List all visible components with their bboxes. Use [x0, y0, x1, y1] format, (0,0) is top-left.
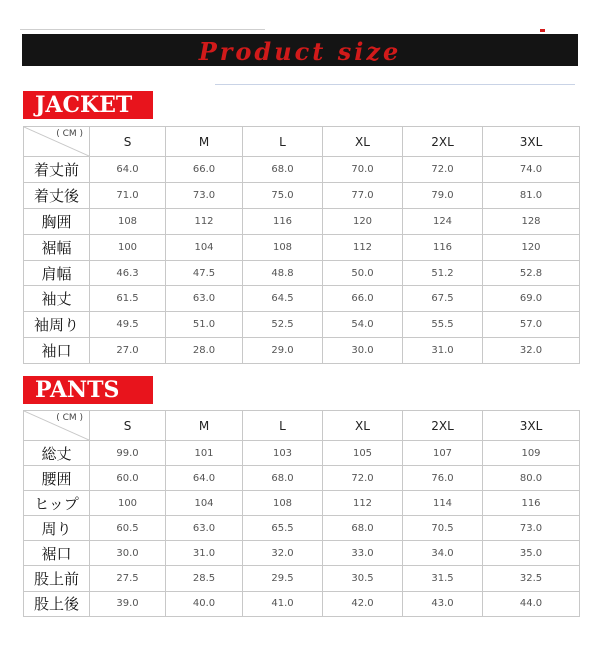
jacket-measurement-label: 着丈後: [24, 182, 90, 208]
pants-value-cell: 35.0: [483, 541, 580, 566]
table-row: [24, 157, 580, 183]
top-divider: [20, 29, 265, 30]
pants-value-cell: 60.5: [90, 516, 166, 541]
pants-value-cell: 64.0: [166, 466, 243, 491]
pants-value-cell: 40.0: [166, 591, 243, 616]
pants-size-table: [23, 410, 580, 617]
jacket-value-cell: 104: [166, 234, 243, 260]
jacket-value-cell: 124: [403, 208, 483, 234]
jacket-size-header: M: [166, 127, 243, 157]
table-row: [24, 491, 580, 516]
pants-value-cell: 80.0: [483, 466, 580, 491]
jacket-value-cell: 71.0: [90, 182, 166, 208]
jacket-measurement-label: 袖口: [24, 338, 90, 364]
jacket-value-cell: 52.5: [243, 312, 323, 338]
jacket-value-cell: 51.0: [166, 312, 243, 338]
pants-value-cell: 29.5: [243, 566, 323, 591]
pants-size-header: 3XL: [483, 411, 580, 441]
jacket-value-cell: 50.0: [323, 260, 403, 286]
jacket-measurement-label: 肩幅: [24, 260, 90, 286]
pants-value-cell: 44.0: [483, 591, 580, 616]
jacket-measurement-label: 袖丈: [24, 286, 90, 312]
jacket-size-table: [23, 126, 580, 364]
pants-value-cell: 100: [90, 491, 166, 516]
table-row: [24, 516, 580, 541]
jacket-value-cell: 27.0: [90, 338, 166, 364]
pants-value-cell: 68.0: [323, 516, 403, 541]
pants-unit-corner-cell: [24, 411, 90, 441]
pants-size-header: 2XL: [403, 411, 483, 441]
jacket-value-cell: 120: [483, 234, 580, 260]
pants-value-cell: 27.5: [90, 566, 166, 591]
table-row: [24, 591, 580, 616]
jacket-value-cell: 29.0: [243, 338, 323, 364]
pants-measurement-label: 裾口: [24, 541, 90, 566]
jacket-value-cell: 28.0: [166, 338, 243, 364]
jacket-value-cell: 66.0: [166, 157, 243, 183]
pants-value-cell: 31.0: [166, 541, 243, 566]
table-row: [24, 234, 580, 260]
jacket-value-cell: 48.8: [243, 260, 323, 286]
pants-value-cell: 28.5: [166, 566, 243, 591]
pants-value-cell: 99.0: [90, 441, 166, 466]
pants-value-cell: 31.5: [403, 566, 483, 591]
pants-value-cell: 72.0: [323, 466, 403, 491]
product-size-banner: [22, 34, 578, 66]
jacket-value-cell: 108: [90, 208, 166, 234]
jacket-value-cell: 77.0: [323, 182, 403, 208]
jacket-value-cell: 51.2: [403, 260, 483, 286]
banner-title: Product size: [198, 36, 402, 66]
jacket-value-cell: 120: [323, 208, 403, 234]
jacket-value-cell: 66.0: [323, 286, 403, 312]
jacket-value-cell: 67.5: [403, 286, 483, 312]
jacket-value-cell: 68.0: [243, 157, 323, 183]
pants-value-cell: 60.0: [90, 466, 166, 491]
jacket-size-header: L: [243, 127, 323, 157]
jacket-value-cell: 46.3: [90, 260, 166, 286]
table-row: [24, 566, 580, 591]
pants-value-cell: 103: [243, 441, 323, 466]
jacket-value-cell: 128: [483, 208, 580, 234]
pants-value-cell: 32.0: [243, 541, 323, 566]
pants-value-cell: 65.5: [243, 516, 323, 541]
pants-value-cell: 30.0: [90, 541, 166, 566]
jacket-value-cell: 55.5: [403, 312, 483, 338]
jacket-value-cell: 73.0: [166, 182, 243, 208]
pants-size-header: L: [243, 411, 323, 441]
sub-divider: [215, 84, 575, 85]
pants-value-cell: 73.0: [483, 516, 580, 541]
jacket-value-cell: 108: [243, 234, 323, 260]
pants-measurement-label: ヒップ: [24, 491, 90, 516]
pants-value-cell: 68.0: [243, 466, 323, 491]
pants-value-cell: 104: [166, 491, 243, 516]
jacket-value-cell: 54.0: [323, 312, 403, 338]
pants-unit-label: ( CM ): [56, 413, 83, 423]
jacket-value-cell: 52.8: [483, 260, 580, 286]
jacket-value-cell: 112: [323, 234, 403, 260]
jacket-value-cell: 72.0: [403, 157, 483, 183]
pants-value-cell: 76.0: [403, 466, 483, 491]
jacket-value-cell: 69.0: [483, 286, 580, 312]
jacket-measurement-label: 着丈前: [24, 157, 90, 183]
jacket-value-cell: 49.5: [90, 312, 166, 338]
pants-value-cell: 108: [243, 491, 323, 516]
pants-value-cell: 112: [323, 491, 403, 516]
pants-value-cell: 39.0: [90, 591, 166, 616]
jacket-size-header: 2XL: [403, 127, 483, 157]
jacket-value-cell: 79.0: [403, 182, 483, 208]
jacket-value-cell: 64.0: [90, 157, 166, 183]
pants-size-header: S: [90, 411, 166, 441]
pants-value-cell: 114: [403, 491, 483, 516]
table-row: [24, 441, 580, 466]
table-row: [24, 260, 580, 286]
jacket-size-header: XL: [323, 127, 403, 157]
pants-measurement-label: 総丈: [24, 441, 90, 466]
jacket-value-cell: 112: [166, 208, 243, 234]
pants-measurement-label: 周り: [24, 516, 90, 541]
jacket-measurement-label: 袖周り: [24, 312, 90, 338]
table-row: [24, 208, 580, 234]
jacket-value-cell: 81.0: [483, 182, 580, 208]
pants-measurement-label: 股上後: [24, 591, 90, 616]
pants-measurement-label: 股上前: [24, 566, 90, 591]
pants-value-cell: 107: [403, 441, 483, 466]
jacket-value-cell: 70.0: [323, 157, 403, 183]
jacket-value-cell: 74.0: [483, 157, 580, 183]
jacket-header-row: [24, 127, 580, 157]
pants-measurement-label: 腰囲: [24, 466, 90, 491]
jacket-value-cell: 75.0: [243, 182, 323, 208]
jacket-value-cell: 31.0: [403, 338, 483, 364]
jacket-value-cell: 47.5: [166, 260, 243, 286]
pants-value-cell: 30.5: [323, 566, 403, 591]
table-row: [24, 182, 580, 208]
pants-value-cell: 42.0: [323, 591, 403, 616]
jacket-value-cell: 116: [243, 208, 323, 234]
pants-value-cell: 43.0: [403, 591, 483, 616]
pants-value-cell: 63.0: [166, 516, 243, 541]
table-row: [24, 286, 580, 312]
jacket-measurement-label: 裾幅: [24, 234, 90, 260]
pants-value-cell: 101: [166, 441, 243, 466]
table-row: [24, 541, 580, 566]
jacket-value-cell: 32.0: [483, 338, 580, 364]
pants-value-cell: 34.0: [403, 541, 483, 566]
pants-value-cell: 70.5: [403, 516, 483, 541]
jacket-value-cell: 30.0: [323, 338, 403, 364]
jacket-value-cell: 100: [90, 234, 166, 260]
pants-header-row: [24, 411, 580, 441]
jacket-unit-label: ( CM ): [56, 129, 83, 139]
jacket-measurement-label: 胸囲: [24, 208, 90, 234]
pants-value-cell: 32.5: [483, 566, 580, 591]
jacket-value-cell: 57.0: [483, 312, 580, 338]
accent-mark: [540, 29, 545, 32]
jacket-value-cell: 116: [403, 234, 483, 260]
jacket-value-cell: 64.5: [243, 286, 323, 312]
table-row: [24, 312, 580, 338]
pants-value-cell: 105: [323, 441, 403, 466]
jacket-size-header: S: [90, 127, 166, 157]
pants-size-header: XL: [323, 411, 403, 441]
pants-value-cell: 41.0: [243, 591, 323, 616]
jacket-unit-corner-cell: [24, 127, 90, 157]
jacket-value-cell: 61.5: [90, 286, 166, 312]
pants-value-cell: 33.0: [323, 541, 403, 566]
pants-section-label: PANTS: [23, 376, 153, 404]
table-row: [24, 466, 580, 491]
jacket-value-cell: 63.0: [166, 286, 243, 312]
jacket-section-label: JACKET: [23, 91, 153, 119]
pants-value-cell: 109: [483, 441, 580, 466]
jacket-size-header: 3XL: [483, 127, 580, 157]
pants-value-cell: 116: [483, 491, 580, 516]
pants-size-header: M: [166, 411, 243, 441]
table-row: [24, 338, 580, 364]
